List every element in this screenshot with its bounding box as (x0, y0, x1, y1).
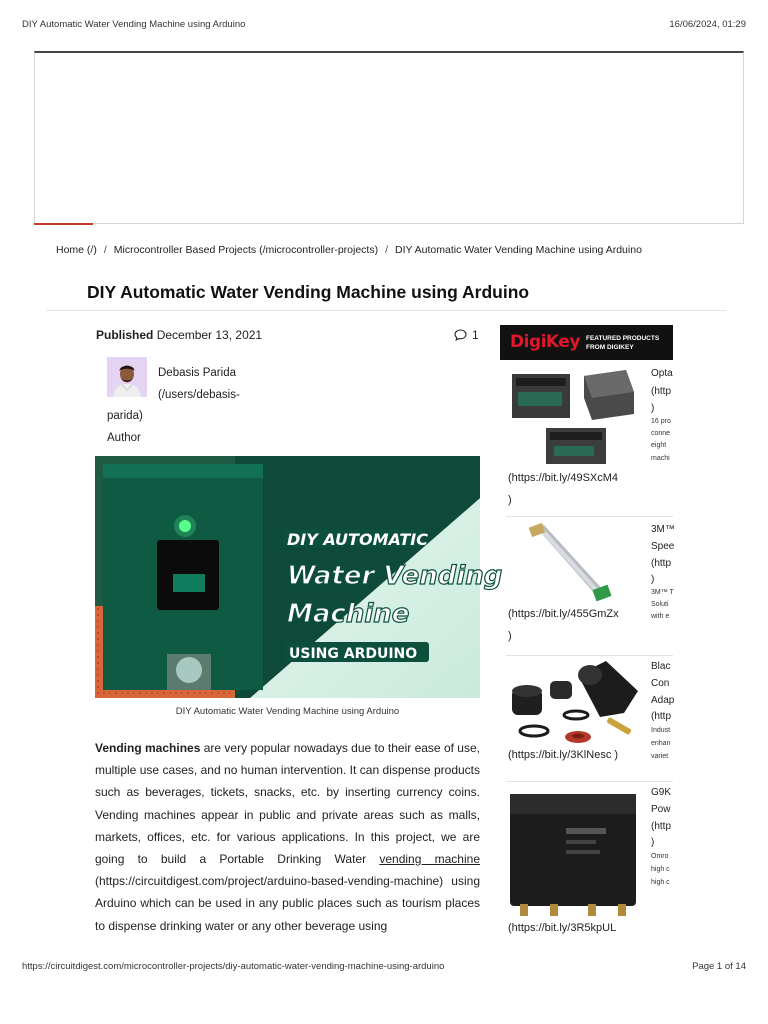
product-desc: enhan (651, 740, 671, 747)
product-desc: Indust (651, 727, 671, 734)
intro-bold: Vending machines (95, 741, 201, 755)
comment-count-link[interactable] (454, 328, 479, 342)
author-avatar[interactable] (107, 357, 147, 397)
vending-machine-link[interactable]: vending machine (379, 852, 480, 867)
print-footer-url: https://circuitdigest.com/microcontroller-projects/diy-automatic-water-vending-machine-using-arduino (22, 961, 445, 972)
print-header-datetime: 16/06/2024, 01:29 (669, 19, 746, 30)
comment-icon (454, 329, 467, 341)
product-name[interactable]: Con (651, 678, 670, 689)
image-caption: DIY Automatic Water Vending Machine using Arduino (175, 706, 400, 717)
product-desc: machi (651, 455, 670, 462)
author-role: Author (107, 432, 141, 444)
product-divider (506, 781, 673, 782)
hero-line3: Machine (287, 599, 410, 629)
intro-paragraph (95, 737, 480, 937)
product-name-url-end[interactable]: ) (651, 574, 655, 585)
article-body (95, 737, 480, 937)
product-divider (506, 516, 673, 517)
breadcrumb (56, 244, 642, 256)
intro-text-1: are very popular nowadays due to their ease of use, multiple use cases, and no human intervention. It can dispense products such as beverages, tickets, snacks, etc. by inserting currency coins. Vending machines appear in public and private areas such as malls, markets, offices, etc. for various applications. In this project, we are going to build a Portable Drinking Water (95, 741, 480, 867)
product-desc: 16 pro (651, 418, 671, 425)
product-divider (506, 655, 673, 656)
product-desc: with e (651, 613, 670, 620)
product-desc: variet (651, 753, 669, 760)
product-desc: eight (651, 442, 667, 449)
article-title: DIY Automatic Water Vending Machine using Arduino (87, 282, 530, 302)
published-meta (96, 328, 262, 342)
ad-accent-line (34, 223, 93, 225)
product-name[interactable]: Pow (651, 804, 671, 815)
product-link-end[interactable]: ) (508, 630, 512, 642)
product-link[interactable]: (https://bit.ly/49SXcM4 (508, 472, 619, 484)
breadcrumb-current: DIY Automatic Water Vending Machine using Arduino (395, 244, 642, 256)
breadcrumb-section[interactable]: Microcontroller Based Projects (/microcontroller-projects) (113, 244, 379, 256)
product-name[interactable]: Opta (651, 368, 673, 379)
vending-machine-url[interactable]: (https://circuitdigest.com/project/arduino-based-vending-machine) (95, 874, 444, 889)
intro-text-2: using Arduino which can be used in any public places such as tourism places to dispense drinking water or any other beverage using (95, 874, 480, 933)
digikey-banner[interactable] (500, 325, 673, 360)
author-profile-link-end[interactable]: parida) (107, 410, 143, 422)
author-info-continued (107, 405, 143, 449)
print-footer-page: Page 1 of 14 (692, 961, 746, 972)
product-desc: conne (651, 430, 671, 437)
product-desc: Omro (651, 853, 669, 860)
hero-line1: DIY AUTOMATIC (287, 530, 428, 549)
published-label: Published (96, 328, 154, 342)
hero-image (95, 456, 503, 698)
product-name-url[interactable]: (http (651, 558, 672, 569)
hero-line4: USING ARDUINO (289, 646, 418, 662)
product-desc: high c (651, 879, 670, 886)
product-name[interactable]: Blac (651, 661, 671, 672)
breadcrumb-separator: / (103, 244, 107, 256)
breadcrumb-separator: / (385, 244, 389, 256)
author-profile-link[interactable]: (/users/debasis- (158, 389, 240, 401)
product-name[interactable]: Spee (651, 541, 675, 552)
product-link[interactable]: (https://bit.ly/455GmZx (508, 608, 619, 620)
product-name[interactable]: G9K (651, 787, 672, 798)
product-name-url[interactable]: (http (651, 711, 672, 722)
product-image (506, 525, 638, 603)
product-link[interactable]: (https://bit.ly/3KlNesc ) (508, 749, 619, 761)
title-divider (46, 310, 726, 311)
product-desc: Soluti (651, 601, 669, 608)
product-desc: high c (651, 866, 670, 873)
ad-placeholder[interactable] (34, 51, 744, 224)
product-name-url[interactable]: (http (651, 386, 672, 397)
product-name-url[interactable]: (http (651, 821, 672, 832)
product-name-url-end[interactable]: ) (651, 837, 655, 848)
product-desc: 3M™ T (651, 589, 674, 596)
product-image (506, 788, 638, 918)
digikey-sidebar (500, 325, 673, 955)
tagline-line2: FROM DIGIKEY (586, 344, 634, 351)
product-link-end[interactable]: ) (508, 494, 512, 506)
product-name[interactable]: Adap (651, 695, 675, 706)
tagline-line1: FEATURED PRODUCTS (586, 335, 660, 342)
product-name[interactable]: 3M™ (651, 524, 675, 535)
product-image (506, 370, 638, 468)
print-header (22, 19, 746, 33)
comment-count: 1 (472, 328, 479, 342)
print-footer (22, 961, 746, 975)
digikey-logo: DigiKey (510, 332, 580, 352)
print-header-title: DIY Automatic Water Vending Machine using Arduino (22, 19, 246, 30)
breadcrumb-home[interactable]: Home (/) (56, 244, 97, 256)
product-image (506, 661, 638, 747)
author-info (158, 362, 288, 406)
product-link[interactable]: (https://bit.ly/3R5kpUL (508, 922, 617, 934)
author-name[interactable]: Debasis Parida (158, 367, 236, 379)
digikey-tagline (586, 334, 659, 352)
hero-line2: Water Vending (287, 561, 503, 591)
published-date: December 13, 2021 (156, 328, 263, 342)
product-name-url-end[interactable]: ) (651, 403, 655, 414)
